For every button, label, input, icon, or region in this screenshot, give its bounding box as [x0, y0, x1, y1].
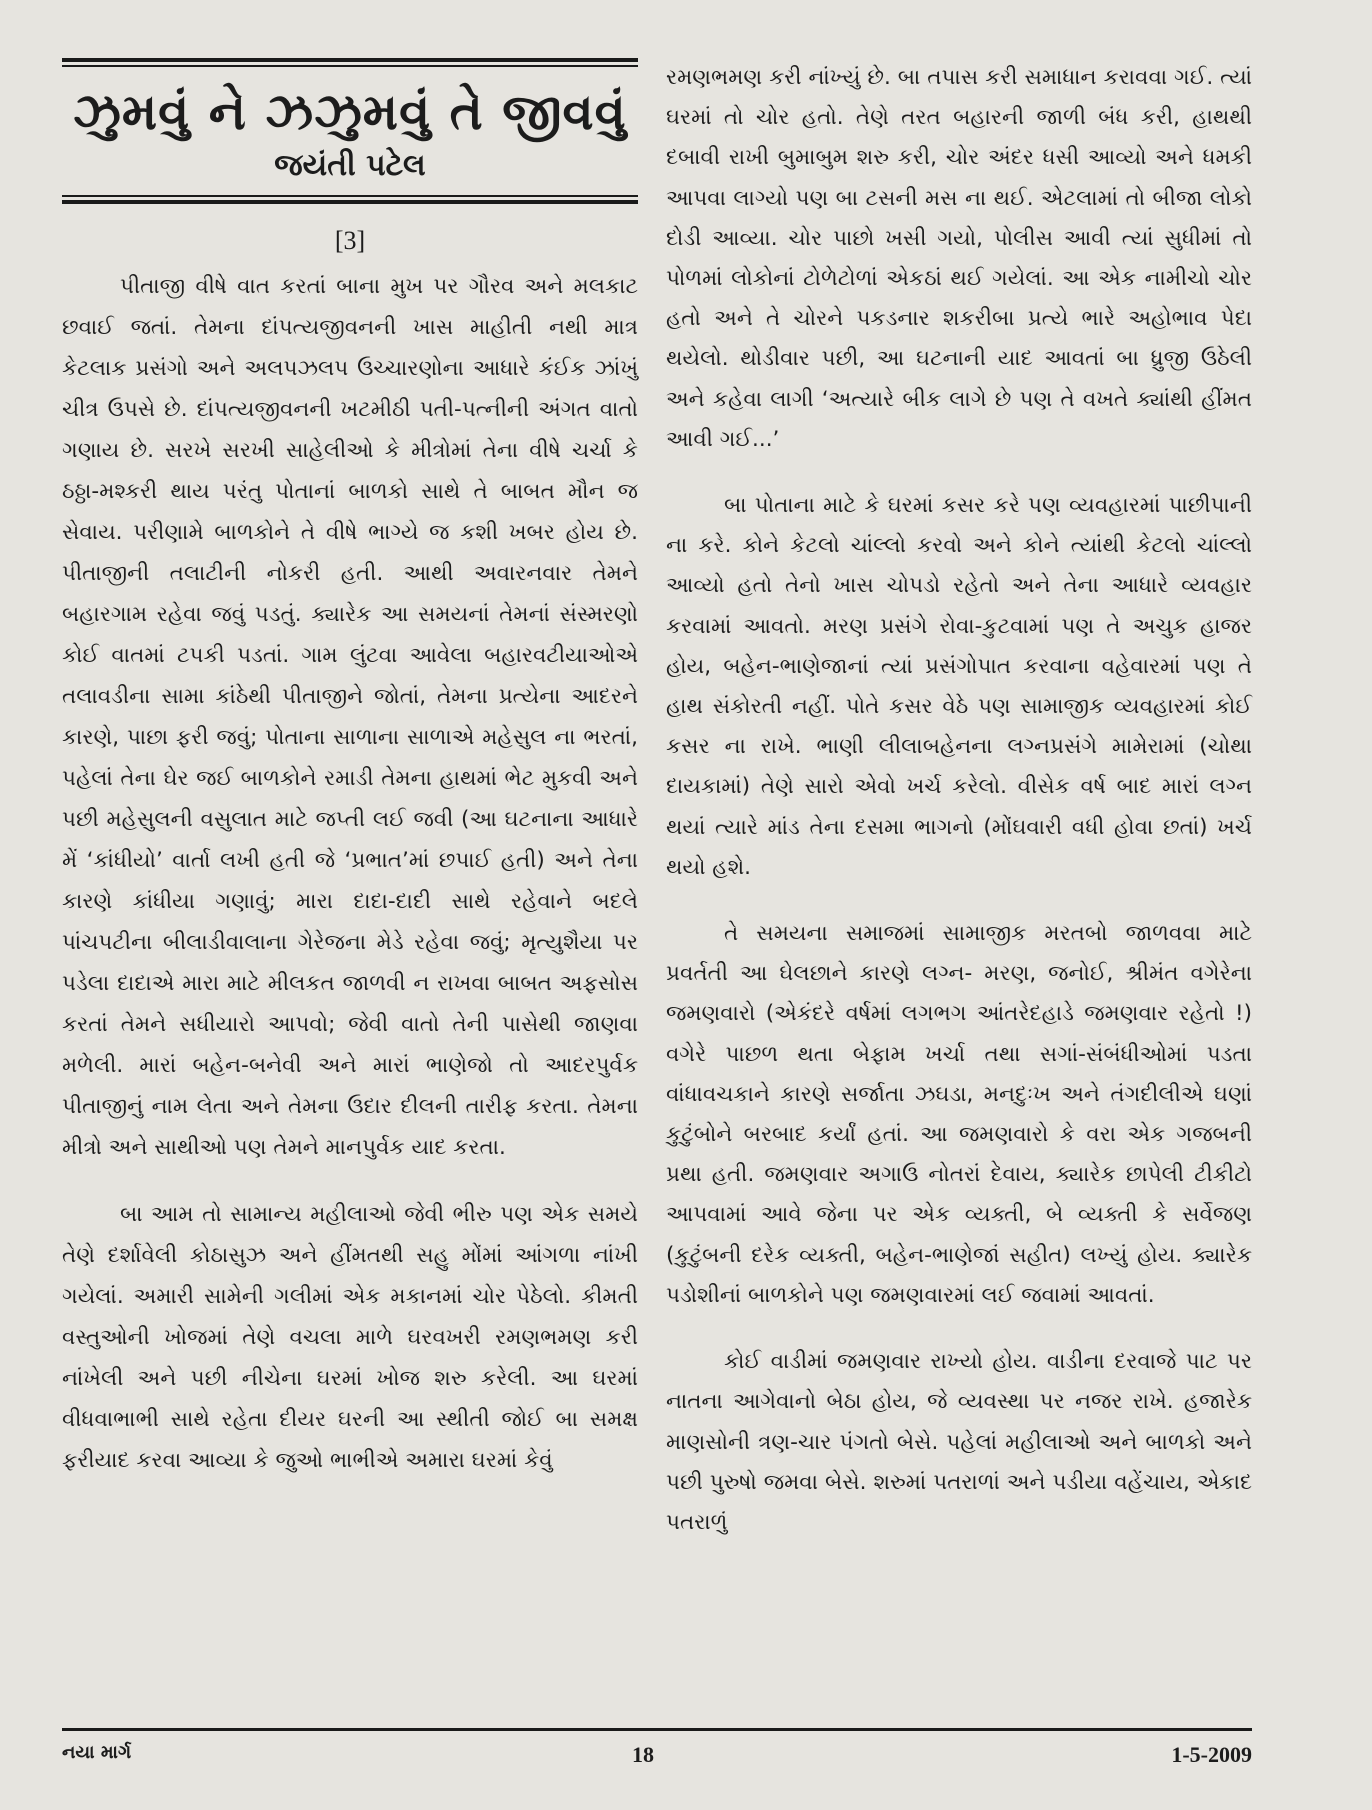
part-number: [3] [334, 226, 366, 255]
paragraph: બા પોતાના માટે કે ઘરમાં કસર કરે પણ વ્યવહારમાં પાછીપાની ના કરે. કોને કેટલો ચાંલ્લો કરવો અને કોને ત્યાંથી કેટલો ચાંલ્લો આવ્યો હતો તેનો ખાસ ચોપડો રહેતો અને તેના આધારે વ્યવહાર કરવામાં આવતો. મરણ પ્રસંગે રોવા-કુટવામાં પણ તે અચુક હાજર હોય, બહેન-ભાણેજાનાં ત્યાં પ્રસંગોપાત કરવાના વહેવારમાં પણ તે હાથ સંકોરતી નહીં. પોતે કસર વેઠે પણ સામાજીક વ્યવહારમાં કોઈ કસર ના રાખે. ભાણી લીલાબહેનના લગ્નપ્રસંગે મામેરામાં (ચોથા દાયકામાં) તેણે સારો એવો ખર્ચ કરેલો. વીસેક વર્ષ બાદ મારાં લગ્ન થયાં ત્યારે માંડ તેના દસમા ભાગનો (મોંઘવારી વધી હોવા છતાં) ખર્ચ થયો હશે. [666, 493, 1252, 880]
paragraph: તે સમયના સમાજમાં સામાજીક મરતબો જાળવવા માટે પ્રવર્તતી આ ઘેલછાને કારણે લગ્ન- મરણ, જનોઈ, શ્રીમંત વગેરેના જમણવારો (એકંદરે વર્ષમાં લગભગ આંતરેદહાડે જમણવાર રહેતો !) વગેરે પાછળ થતા બેફામ ખર્ચા તથા સગાં-સંબંધીઓમાં પડતા વાંધાવચકાને કારણે સર્જાતા ઝઘડા, મનદુઃખ અને તંગદીલીએ ઘણાં કુટુંબોને બરબાદ કર્યાં હતાં. આ જમણવારો કે વરા એક ગજબની પ્રથા હતી. જમણવાર અગાઉ નોતરાં દેવાય, ક્યારેક છાપેલી ટીકીટો આપવામાં આવે જેના પર એક વ્યક્તી, બે વ્યક્તી કે સર્વેજણ (કુટુંબની દરેક વ્યક્તી, બહેન-ભાણેજાં સહીત) લખ્યું હોય. ક્યારેક પડોશીનાં બાળકોને પણ જમણવારમાં લઈ જવામાં આવતાં. [666, 921, 1252, 1308]
issue-date: 1-5-2009 [1171, 1742, 1252, 1767]
paragraph: બા આમ તો સામાન્ય મહીલાઓ જેવી ભીરુ પણ એક સમયે તેણે દર્શાવેલી કોઠાસુઝ અને હીંમતથી સહુ મોંમાં આંગળા નાંખી ગયેલાં. અમારી સામેની ગલીમાં એક મકાનમાં ચોર પેઠેલો. કીમતી વસ્તુઓની ખોજમાં તેણે વચલા માળે ઘરવખરી રમણભમણ કરી નાંખેલી અને પછી નીચેના ઘરમાં ખોજ શરુ કરેલી. આ ઘરમાં વીધવાભાભી સાથે રહેતા દીયર ઘરની આ સ્થીતી જોઈ બા સમક્ષ ફરીયાદ કરવા આવ્યા કે જુઓ ભાભીએ અમારા ઘરમાં કેવું [62, 1202, 638, 1473]
title-bottom-rule [62, 200, 638, 204]
title-bottom-rule-thin [62, 195, 638, 197]
paragraph: રમણભમણ કરી નાંખ્યું છે. બા તપાસ કરી સમાધાન કરાવવા ગઈ. ત્યાં ઘરમાં તો ચોર હતો. તેણે તરત બહારની જાળી બંધ કરી, હાથથી દબાવી રાખી બુમાબુમ શરુ કરી, ચોર અંદર ધસી આવ્યો અને ધમકી આપવા લાગ્યો પણ બા ટસની મસ ના થઈ. એટલામાં તો બીજા લોકો દોડી આવ્યા. ચોર પાછો ખસી ગયો, પોલીસ આવી ત્યાં સુધીમાં તો પોળમાં લોકોનાં ટોળેટોળાં એકઠાં થઈ ગયેલાં. આ એક નામીચો ચોર હતો અને તે ચોરને પકડનાર શકરીબા પ્રત્યે ભારે અહોભાવ પેદા થયેલો. થોડીવાર પછી, આ ઘટનાની યાદ આવતાં બા ધ્રુજી ઉઠેલી અને કહેવા લાગી ‘અત્યારે બીક લાગે છે પણ તે વખતે ક્યાંથી હીંમત આવી ગઈ...’ [666, 65, 1252, 452]
article-title: ઝુમવું ને ઝઝુમવું તે જીવવું [73, 83, 627, 141]
magazine-name: નયા માર્ગ [62, 1742, 132, 1763]
page-number: 18 [632, 1742, 654, 1767]
right-column [666, 58, 1252, 1543]
footer-rule [62, 1728, 1252, 1731]
title-top-rule-thin [62, 65, 638, 67]
paragraph: કોઈ વાડીમાં જમણવાર રાખ્યો હોય. વાડીના દરવાજે પાટ પર નાતના આગેવાનો બેઠા હોય, જે વ્યવસ્થા પર નજર રાખે. હજારેક માણસોની ત્રણ-ચાર પંગતો બેસે. પહેલાં મહીલાઓ અને બાળકો અને પછી પુરુષો જમવા બેસે. શરુમાં પતરાળાં અને પડીયા વહેંચાય, એકાદ પતરાળું [666, 1349, 1252, 1535]
title-top-rule [62, 58, 638, 62]
left-column [62, 58, 638, 1481]
article-author: જયંતી પટેલ [274, 148, 426, 183]
paragraph: પીતાજી વીષે વાત કરતાં બાના મુખ પર ગૌરવ અને મલકાટ છવાઈ જતાં. તેમના દાંપત્યજીવનની ખાસ માહીતી નથી માત્ર કેટલાક પ્રસંગો અને અલપઝલપ ઉચ્ચારણોના આધારે કંઈક ઝાંખું ચીત્ર ઉપસે છે. દાંપત્યજીવનની ખટમીઠી પતી-પત્નીની અંગત વાતો ગણાય છે. સરખે સરખી સાહેલીઓ કે મીત્રોમાં તેના વીષે ચર્ચા કે ઠઠ્ઠા-મશ્કરી થાય પરંતુ પોતાનાં બાળકો સાથે તે બાબત મૌન જ સેવાય. પરીણામે બાળકોને તે વીષે ભાગ્યે જ કશી ખબર હોય છે. પીતાજીની તલાટીની નોકરી હતી. આથી અવારનવાર તેમને બહારગામ રહેવા જવું પડતું. ક્યારેક આ સમયનાં તેમનાં સંસ્મરણો કોઈ વાતમાં ટપકી પડતાં. ગામ લુંટવા આવેલા બહારવટીયાઓએ તલાવડીના સામા કાંઠેથી પીતાજીને જોતાં, તેમના પ્રત્યેના આદરને કારણે, પાછા ફરી જવું; પોતાના સાળાના સાળાએ મહેસુલ ના ભરતાં, પહેલાં તેના ઘેર જઈ બાળકોને રમાડી તેમના હાથમાં ભેટ મુકવી અને પછી મહેસુલની વસુલાત માટે જપ્તી લઈ જવી (આ ઘટનાના આધારે મેં ‘કાંધીયો’ વાર્તા લખી હતી જે ‘પ્રભાત’માં છપાઈ હતી) અને તેના કારણે કાંધીયા ગણાવું; મારા દાદા-દાદી સાથે રહેવાને બદલે પાંચપટીના બીલાડીવાલાના ગેરેજના મેડે રહેવા જવું; મૃત્યુશૈયા પર પડેલા દાદાએ મારા માટે મીલકત જાળવી ન રાખવા બાબત અફસોસ કરતાં તેમને સધીયારો આપવો; જેવી વાતો તેની પાસેથી જાણવા મળેલી. મારાં બહેન-બનેવી અને મારાં ભાણેજો તો આદરપુર્વક પીતાજીનું નામ લેતા અને તેમના ઉદાર દીલની તારીફ કરતા. તેમના મીત્રો અને સાથીઓ પણ તેમને માનપુર્વક યાદ કરતા. [62, 274, 638, 1160]
page-footer [62, 1742, 1252, 1776]
